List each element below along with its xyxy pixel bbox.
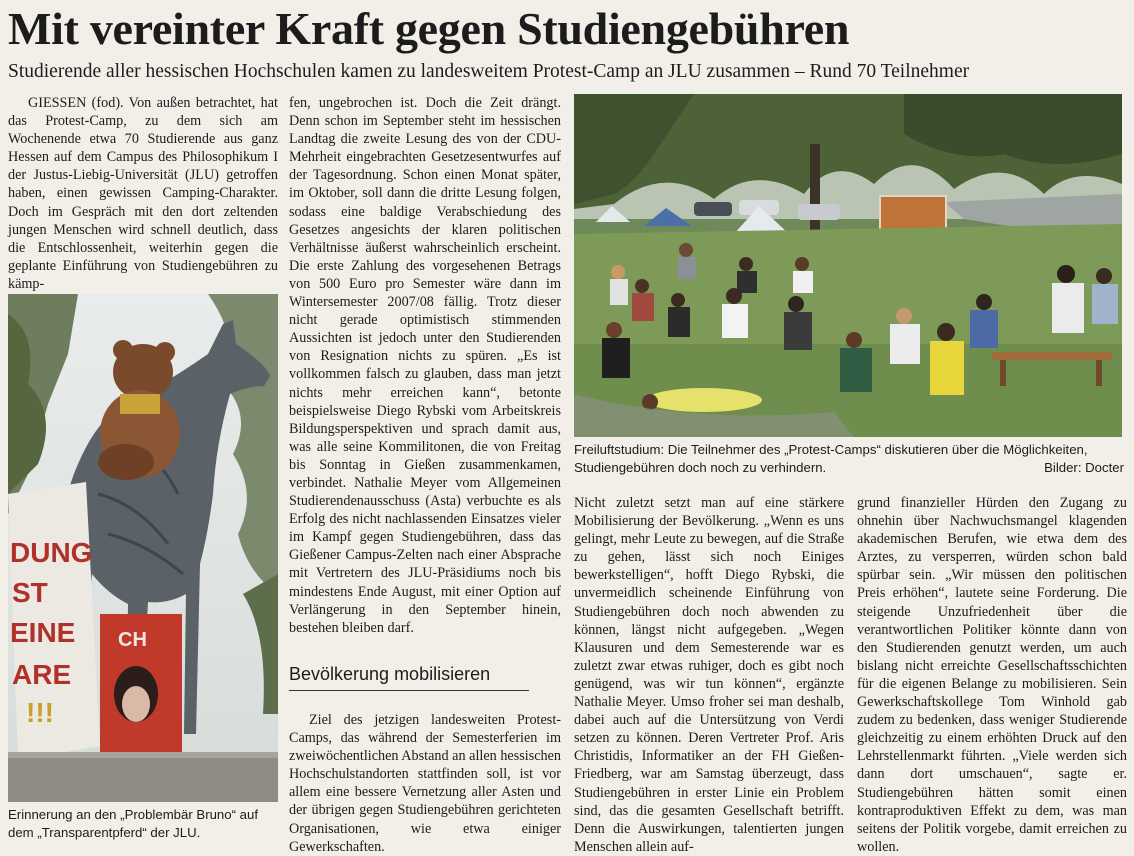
protest-camp-photo (574, 94, 1122, 437)
column-2b-text: Ziel des jetzigen landesweiten Protest-Camps, das während der Semesterferien im zweiwöchentlichen Abstand an allen hessischen Hochschulstandorten stattfinden soll, ist vor allem eine bessere Vernetzung aller Asten und der übrigen gegen Studiengebühren gerichteten Organisationen, wie etwa einiger Gewerkschaften. (289, 712, 561, 855)
column-4-text: grund finanzieller Hürden den Zugang zu ohnehin über Nachwuchsmangel klagenden akademischen Berufen, wie etwa dem des Arztes, zu versperren, würden schon bald spürbar sein. „Wir müssen den politischen Preis erhöhen“, lautete seine Forderung. Die steigende Unzufriedenheit über die verantwortlichen Politiker könnte dann von den Studierenden genutzt werden, um auch bislang nicht erreichte Gesellschaftsschichten für die eigenen Belange zu mobilisieren. Sein Gewerkschaftskollege Tom Winhold gab zudem zu bedenken, dass weniger Studierende gleichzeitig zu einem erhöhten Druck auf den Lehrstellenmarkt führten. „Viele werden sich dann dort umschauen“, sagte er. Studiengebühren hätten somit einen kontraproduktiven Effekt zu dem, was man seitens der Politik vorgebe, damit erreichen zu wollen. (857, 495, 1127, 855)
article-subheadline: Studierende aller hessischen Hochschulen kamen zu landesweitem Protest-Camp an JLU zusammen – Rund 70 Teilnehmer (8, 61, 970, 82)
horse-statue-photo (8, 294, 278, 802)
article-column-2 (289, 94, 561, 637)
photo-credit: Bilder: Docter (1044, 460, 1124, 475)
article-headline: Mit vereinter Kraft gegen Studiengebühren (8, 3, 850, 54)
poster-text: CH (118, 629, 147, 651)
article-column-3 (574, 494, 844, 856)
section-subheading: Bevölkerung mobilisieren (289, 662, 529, 691)
column-3-text: Nicht zuletzt setzt man auf eine stärkere Mobilisierung der Bevölkerung. „Wenn es uns gelingt, mehr Leute zu bewegen, auf die Straße zu gehen, lässt sich noch Einiges bewerkstelligen“, hofft Diego Rybski, die unvermeidlich scheinende Einführung von Studiengebühren doch noch abwenden zu können, längst nicht aufgegeben. „Wegen Klausuren und dem Semesterende war es zuletzt zwar etwas ruhiger, doch es gibt noch genügend, was wir tun können“, ergänzte Nathalie Meyer. Umso froher sei man deshalb, dabei auch auf die Untersützung von Verdi setzen zu können. Deren Vertreter Prof. Aris Christidis, Informatiker an der FH Gießen-Friedberg, war am Samstag überzeugt, dass Studiengebühren in erster Linie ein Problem sind, das die gesamten Gesellschaft betrifft. Denn die Auswirkungen, talentierten jungen Menschen allein auf- (574, 495, 844, 855)
banner-line-1: DUNG (10, 537, 93, 568)
banner-line-3: EINE (10, 617, 76, 648)
banner-line-5: !!! (26, 697, 54, 728)
article-column-4 (857, 494, 1127, 856)
column-2-text: fen, ungebrochen ist. Doch die Zeit drängt. Denn schon im September steht im hessischen Landtag die zweite Lesung des von der CDU-Mehrheit eingebrachten Gesetzesentwurfes auf der Tagesordnung. Schon einen Monat später, im Oktober, soll dann die dritte Lesung folgen, sodass eine baldige Verabschiedung des Gesetzes angesichts der klaren politischen Verhältnisse äußerst wahrscheinlich erscheint. Die erste Zahlung des vorgesehenen Betrags von 500 Euro pro Semester wäre dann im Wintersemester 2007/08 fällig. Trotz dieser nicht gerade optimistisch stimmenden Aussichten ist jedoch unter den Studierenden von Resignation nichts zu spüren. „Es ist vollkommen falsch zu glauben, dass man jetzt nichts mehr erreichen kann“, betonte beispielsweise Diego Rybski vom Arbeitskreis Bildungsperspektiven und sprach damit aus, was alle seine Kommilitonen, die von Freitag bis Sonntag in Gießen zusammenkamen, verbindet. Nathalie Meyer vom Allgemeinen Studierendenausschuss (Asta) verbuchte es als Erfolg des nicht nachlassenden Einsatzes vieler im Kampf gegen Studiengebühren, dass das Gießener Campus-Zelten nach einer Absprache mit Vertretern des JLU-Präsidiums noch bis mindestens Ende August, mit einer Option auf Verlängerung in den September hinein, bestehen bleiben darf. (289, 95, 561, 636)
article-column-1 (8, 94, 278, 293)
protest-camp-image (574, 94, 1122, 437)
horse-statue-image (8, 294, 278, 802)
column-1-text: GIESSEN (fod). Von außen betrachtet, hat das Protest-Camp, zu dem sich am Wochenende etwa 70 Studierende aus ganz Hessen auf dem Campus des Philosophikum I der Justus-Liebig-Universität (JLU) getroffen haben, einen gewissen Camping-Charakter. Doch im Gespräch mit den dort zeltenden jungen Menschen wird schnell deutlich, dass die Entschlossenheit, weiterhin gegen die geplante Einführung von Studiengebühren zu kämp- (8, 95, 278, 292)
banner-line-2: ST (12, 577, 48, 608)
article-column-2-continued (289, 711, 561, 856)
photo-caption-camp (574, 441, 1124, 477)
photo-caption-horse: Erinnerung an den „Problembär Bruno“ auf dem „Transparentpferd“ der JLU. (8, 807, 258, 840)
banner-line-4: ARE (12, 659, 72, 690)
photo-caption-camp-text: Freiluftstudium: Die Teilnehmer des „Protest-Camps“ diskutieren über die Möglichkeiten, Studiengebühren doch noch zu verhindern. (574, 442, 1088, 475)
